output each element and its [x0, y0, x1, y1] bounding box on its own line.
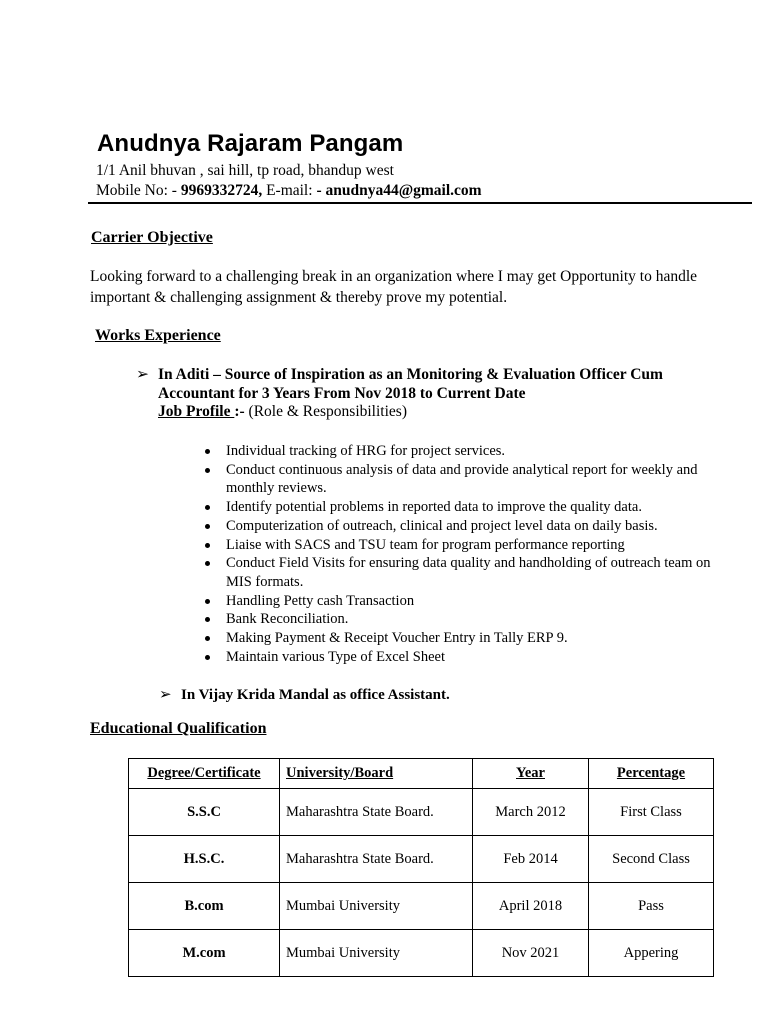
objective-text: Looking forward to a challenging break in an organization where I may get Opportunity to handle important & challenging assignment & thereby prove my potential. — [90, 268, 698, 306]
job-1-line-2: Accountant for 3 Years From Nov 2018 to Current Date — [158, 385, 526, 402]
job-profile-text: (Role & Responsibilities) — [248, 403, 407, 420]
table-row — [129, 789, 714, 836]
list-item: Conduct continuous analysis of data and provide analytical report for weekly and monthly reviews. — [226, 461, 726, 498]
mobile-number: 9969332724, — [180, 182, 263, 199]
list-item: Bank Reconciliation. — [226, 610, 726, 629]
list-item: Identify potential problems in reported data to improve the quality data. — [226, 498, 726, 517]
job-profile-label: Job Profile — [158, 403, 235, 420]
university-cell: Maharashtra State Board. — [280, 836, 473, 883]
column-header-year: Year — [473, 759, 589, 789]
table-header-row — [129, 759, 714, 789]
education-heading: Educational Qualification — [90, 720, 267, 737]
arrow-bullet-icon: ➢ — [159, 687, 172, 703]
list-item: Computerization of outreach, clinical and project level data on daily basis. — [226, 517, 726, 536]
column-header-percentage: Percentage — [589, 759, 714, 789]
table-row — [129, 883, 714, 930]
column-header-degree: Degree/Certificate — [129, 759, 280, 789]
job-profile — [158, 403, 407, 421]
year-cell: March 2012 — [473, 789, 589, 836]
list-item: Handling Petty cash Transaction — [226, 592, 726, 611]
mobile-label: Mobile No: - — [96, 182, 181, 199]
percentage-cell: Pass — [589, 883, 714, 930]
education-table — [128, 758, 714, 977]
job-1-line-1: In Aditi – Source of Inspiration as an Monitoring & Evaluation Officer Cum — [158, 366, 663, 383]
job-1-title — [136, 365, 736, 403]
degree-cell: H.S.C. — [129, 836, 280, 883]
email-address: - anudnya44@gmail.com — [316, 182, 482, 199]
email-label: E-mail: — [262, 182, 317, 199]
table-row — [129, 930, 714, 977]
list-item: Making Payment & Receipt Voucher Entry in Tally ERP 9. — [226, 629, 726, 648]
percentage-cell: First Class — [589, 789, 714, 836]
contact-line — [96, 182, 482, 200]
year-cell: Nov 2021 — [473, 930, 589, 977]
candidate-name: Anudnya Rajaram Pangam — [97, 130, 404, 157]
percentage-cell: Appering — [589, 930, 714, 977]
university-cell: Maharashtra State Board. — [280, 789, 473, 836]
objective-heading: Carrier Objective — [91, 229, 213, 246]
university-cell: Mumbai University — [280, 883, 473, 930]
duties-list — [226, 442, 726, 666]
degree-cell: S.S.C — [129, 789, 280, 836]
degree-cell: B.com — [129, 883, 280, 930]
experience-heading: Works Experience — [95, 327, 221, 344]
list-item: Conduct Field Visits for ensuring data quality and handholding of outreach team on MIS formats. — [226, 554, 726, 591]
list-item: Individual tracking of HRG for project services. — [226, 442, 726, 461]
degree-cell: M.com — [129, 930, 280, 977]
job-profile-separator: :- — [234, 403, 249, 420]
job-2-text: In Vijay Krida Mandal as office Assistant. — [181, 687, 450, 703]
list-item: Maintain various Type of Excel Sheet — [226, 648, 726, 667]
header-divider — [88, 202, 752, 204]
job-2-title — [159, 685, 450, 704]
address: 1/1 Anil bhuvan , sai hill, tp road, bhandup west — [96, 162, 394, 179]
percentage-cell: Second Class — [589, 836, 714, 883]
column-header-university: University/Board — [280, 759, 473, 789]
year-cell: April 2018 — [473, 883, 589, 930]
table-row — [129, 836, 714, 883]
arrow-bullet-icon: ➢ — [136, 366, 149, 383]
year-cell: Feb 2014 — [473, 836, 589, 883]
university-cell: Mumbai University — [280, 930, 473, 977]
list-item: Liaise with SACS and TSU team for program performance reporting — [226, 536, 726, 555]
